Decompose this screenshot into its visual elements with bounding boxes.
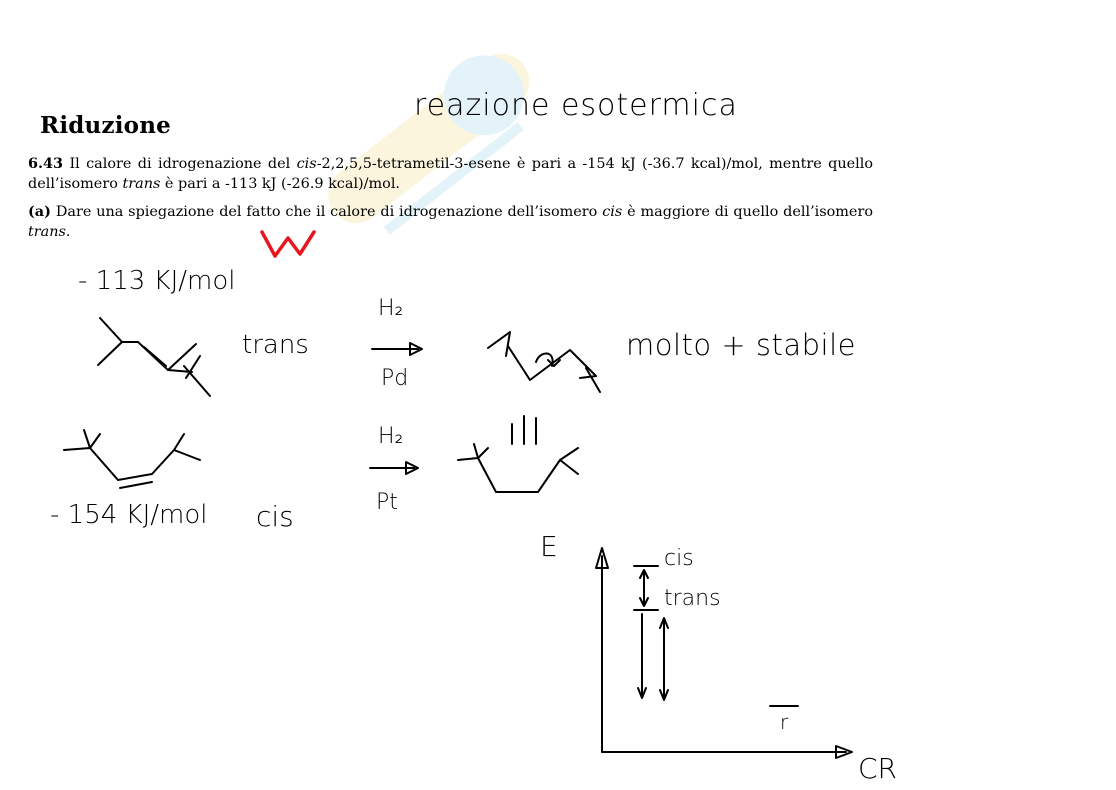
reaction-coordinate-label: CR — [858, 752, 898, 785]
trans-term: trans — [122, 175, 161, 192]
cis-label: cis — [256, 500, 294, 533]
cis-alkene-structure — [64, 430, 200, 488]
energy-gap-arrow — [640, 570, 648, 606]
reaction-arrow-2 — [370, 462, 418, 474]
problem-text-2: -2,2,5,5-tetrametil-3-esene è pari a -154 kJ (-36.7 kcal)/mol, mentre quello dell’isomero — [28, 156, 874, 192]
trans-alkene-structure — [98, 318, 210, 396]
reagent-h2-bottom: H₂ — [378, 424, 404, 449]
cis-term: cis — [296, 156, 317, 172]
trans-heat-value: - 113 KJ/mol — [78, 266, 236, 296]
catalyst-pt: Pt — [376, 490, 398, 515]
problem-number: 6.43 — [28, 155, 64, 172]
energy-arrow-cis — [638, 614, 646, 698]
part-text-1: Dare una spiegazione del fatto che il calore di idrogenazione dell’isomero — [50, 204, 603, 220]
alkane-product-structure — [488, 332, 600, 392]
handwritten-title: reazione esotermica — [414, 88, 738, 123]
energy-level-trans-label: trans — [664, 586, 721, 611]
reaction-arrow-1 — [372, 343, 422, 355]
trans-label: trans — [242, 330, 309, 360]
part-text-3: . — [65, 223, 71, 240]
section-heading: Riduzione — [40, 112, 171, 139]
part-cis-term: cis — [602, 204, 623, 220]
part-label: (a) — [28, 203, 51, 220]
cis-heat-value: - 154 KJ/mol — [50, 500, 208, 530]
alkane-product-2-structure — [458, 444, 578, 492]
part-text-2: è maggiore di quello dell’isomero — [622, 204, 873, 220]
problem-text-3: è pari a -113 kJ (-26.9 kcal)/mol. — [160, 175, 400, 192]
stability-note: molto + stabile — [626, 328, 857, 362]
problem-text-1: Il calore di idrogenazione del — [63, 156, 297, 172]
energy-level-cis-label: cis — [664, 546, 694, 571]
energy-diagram-axes — [596, 548, 852, 758]
part-trans-term: trans — [28, 223, 66, 240]
red-check-mark — [262, 232, 314, 256]
catalyst-pd: Pd — [381, 366, 409, 391]
r-label: r — [780, 710, 789, 734]
reagent-h2-top: H₂ — [378, 296, 404, 321]
equivalence-marks — [512, 416, 536, 444]
energy-arrow-trans — [660, 618, 668, 700]
energy-axis-label: E — [540, 530, 558, 563]
